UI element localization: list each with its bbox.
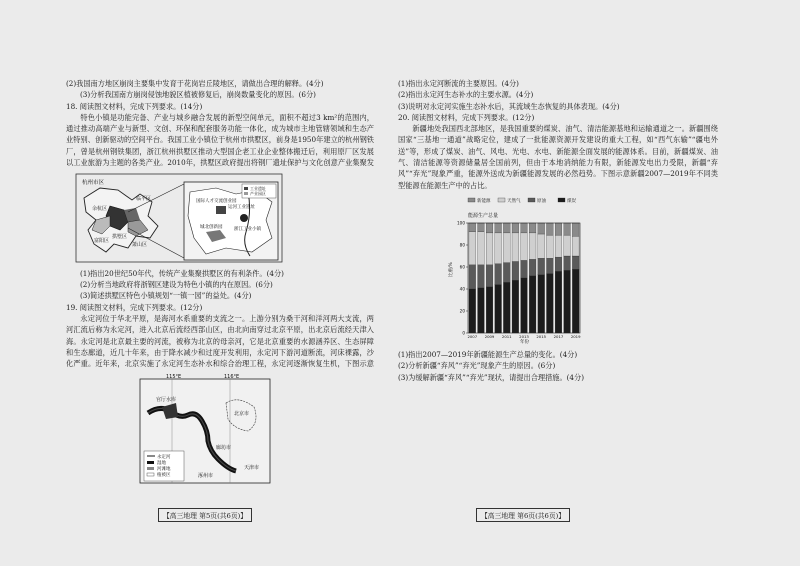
x-tick-label: 2011 xyxy=(501,334,512,340)
map2-label: 涿州市 xyxy=(198,473,214,480)
map2-lon-label: 115°E xyxy=(166,374,182,381)
legend-label: 煤炭 xyxy=(567,199,576,205)
bar-segment xyxy=(495,223,502,233)
bar-segment xyxy=(469,223,476,232)
bar-segment xyxy=(521,278,528,333)
bar-segment xyxy=(486,223,493,233)
bar-segment xyxy=(572,223,579,236)
map2-legend: 湿地 xyxy=(157,461,166,467)
bar-segment xyxy=(503,223,510,233)
legend-label: 新能源 xyxy=(477,199,491,205)
question-19-text: 永定河位于华北平原，是海河水系重要的支流之一。上游分别为桑干河和洋河两大支流，两河汇流后称为永定河，进入北京后流经西部山区，由北向南穿过北京平原，出北京后流经天津入海。永定河是北京最主要的河流，被称为北京的母亲河，它是北京重要的水源涵养区、生态屏障和生态廊道，近几十年来，由于降水减少和过度开发利用，永定河下游河道断流，河床裸露，沙化严重。近年来，北京实施了永定河生态补水和综合治理工程，永定河逐渐恢复生机，下图示意 xyxy=(66,314,374,369)
bar-segment xyxy=(521,233,528,261)
bar-segment xyxy=(469,232,476,265)
bar-segment xyxy=(564,256,571,270)
bar-segment xyxy=(503,263,510,283)
bar-segment xyxy=(546,258,553,273)
chart-title: 能源生产总量 xyxy=(468,213,499,220)
bar-segment xyxy=(503,283,510,334)
chart-xlabel: 年份 xyxy=(520,340,529,346)
bar-segment xyxy=(478,232,485,265)
bar-segment xyxy=(512,233,519,262)
bar-segment xyxy=(538,258,545,275)
question-20-item: (1)指出2007—2019年新疆能源生产总量的变化。(4分) xyxy=(398,350,578,360)
legend-swatch xyxy=(498,198,505,202)
page-footer-left: 【高三地理 第5页(共6页)】 xyxy=(158,508,252,522)
bar-segment xyxy=(529,276,536,333)
bar-segment xyxy=(555,235,562,257)
question-20-item: (2)分析新疆“弃风”“弃光”现象产生的原因。(6分) xyxy=(398,361,556,371)
right-column xyxy=(398,78,718,383)
bar-segment xyxy=(521,223,528,233)
x-tick-label: 2013 xyxy=(519,334,529,340)
legend-label: 原油 xyxy=(537,199,546,205)
page-footer-right: 【高三地理 第6页(共6页)】 xyxy=(476,508,570,522)
map1-label: 运河工业遗址 xyxy=(228,204,255,210)
question-19-title: 19. 阅读图文材料，完成下列要求。(12分) xyxy=(66,302,203,312)
map1-label: 拱墅区 xyxy=(112,233,128,240)
bar-segment xyxy=(521,261,528,279)
map2-lon-label: 116°E xyxy=(224,374,240,381)
bar-segment xyxy=(495,264,502,285)
y-tick-label: 0 xyxy=(462,330,465,336)
right-question-line: (3)说明对永定河实施生态补水后，其流域生态恢复的具体表现。(4分) xyxy=(398,101,620,111)
x-tick-label: 2019 xyxy=(570,334,581,340)
question-18-item: (1)指出20世纪50年代，传统产业集聚拱墅区的有利条件。(4分) xyxy=(80,268,284,278)
left-column xyxy=(66,78,374,489)
x-tick-label: 2017 xyxy=(553,334,564,340)
bar-segment xyxy=(546,223,553,235)
right-question-line: (2)指出永定河生态补水的主要水源。(4分) xyxy=(398,90,534,100)
bar-segment xyxy=(564,235,571,256)
map1-label: 浙江工业小镇 xyxy=(234,226,261,232)
question-20-title: 20. 阅读图文材料，完成下列要求。(12分) xyxy=(398,112,535,122)
bar-segment xyxy=(572,256,579,269)
river-map-svg xyxy=(136,373,276,485)
question-18-item: (3)简述拱墅区特色小镇规划“一镇一园”的益处。(4分) xyxy=(80,291,252,301)
bar-segment xyxy=(572,269,579,333)
yongding-river-map xyxy=(136,373,374,485)
map1-label: 富阳区 xyxy=(94,237,110,244)
legend-swatch xyxy=(528,198,535,202)
y-tick-label: 80 xyxy=(459,242,465,248)
bar-segment xyxy=(495,233,502,264)
bar-segment xyxy=(529,223,536,233)
question-18-title: 18. 阅读图文材料，完成下列要求。(14分) xyxy=(66,101,203,111)
map2-label: 天津市 xyxy=(244,465,260,472)
bar-segment xyxy=(486,287,493,333)
bar-segment xyxy=(555,272,562,334)
map1-label: 临平区 xyxy=(136,195,152,202)
bar-segment xyxy=(503,233,510,263)
map1-legend: 工业遗址 xyxy=(250,185,266,191)
y-tick-label: 60 xyxy=(459,264,465,270)
map2-legend: 河滩地 xyxy=(157,467,171,473)
map2-label: 廊坊市 xyxy=(216,445,232,452)
bar-segment xyxy=(546,274,553,333)
map1-label: 余杭区 xyxy=(92,205,108,212)
bar-segment xyxy=(512,262,519,281)
energy-chart xyxy=(446,195,718,345)
bar-segment xyxy=(572,236,579,256)
bar-segment xyxy=(469,265,476,289)
bar-segment xyxy=(478,288,485,333)
y-tick-label: 40 xyxy=(459,286,465,292)
bar-segment xyxy=(546,235,553,258)
bar-segment xyxy=(529,259,536,276)
x-tick-label: 2009 xyxy=(484,334,495,340)
question-20-item: (3)为缓解新疆“弃风”“弃光”现状，请提出合理措施。(4分) xyxy=(398,372,584,382)
bar-segment xyxy=(529,233,536,259)
location-map-svg xyxy=(66,172,296,264)
y-tick-label: 100 xyxy=(457,220,465,226)
y-tick-label: 20 xyxy=(459,308,465,314)
chart-bars xyxy=(469,223,579,333)
x-tick-label: 2015 xyxy=(536,334,547,340)
bar-segment xyxy=(478,223,485,232)
bar-segment xyxy=(555,257,562,271)
energy-chart-svg xyxy=(446,195,586,345)
bar-segment xyxy=(564,270,571,333)
question-18-item: (2)分析当地政府将浙钢区建设为特色小镇的内在原因。(6分) xyxy=(80,280,273,290)
map1-label: 杭州市区 xyxy=(82,179,105,186)
question-20-text: 新疆地处我国西北部地区，是我国重要的煤炭、油气、清洁能源基地和运输通道之一。新疆围绕国家“三基地一通道”战略定位，建成了一批能源资源开发建设的重大工程，如“西气东输”“疆电外送”等，形成了煤炭、油气、风电、光电、水电、新能源全面发展的能源体系。目前，新疆煤炭、油气、清洁能源等资源储量居全国前列，但由于本地消纳能力有限，新能源发电出力受限，新疆“弃风”“弃光”现象严重，能源外送成为新疆能源发展的必然趋势。下图示意新疆2007—2019年不同类型能源在能源生产中的占比。 xyxy=(398,124,718,190)
legend-swatch xyxy=(468,198,475,202)
left-question-line: (3)分析我国南方崩岗侵蚀地貌区植被修复后，崩岗数量变化的原因。(6分) xyxy=(80,90,316,100)
legend-label: 天然气 xyxy=(507,199,521,205)
map2-label: 北京市 xyxy=(234,411,250,418)
map2-label: 官厅水库 xyxy=(156,397,177,404)
map1-label: 城北创新园 xyxy=(200,224,223,230)
right-question-line: (1)指出永定河断流的主要原因。(4分) xyxy=(398,79,519,88)
left-question-line: (2)我国南方地区崩岗主要集中发育于花岗岩丘陵地区，请做出合理的解释。(4分) xyxy=(66,79,324,88)
bar-segment xyxy=(512,280,519,333)
bar-segment xyxy=(512,223,519,233)
map1-label: 国际人才交流创业园 xyxy=(196,198,237,204)
map2-legend: 永定河 xyxy=(157,455,171,461)
bar-segment xyxy=(555,223,562,235)
legend-swatch xyxy=(558,198,565,202)
question-18-text: 特色小镇是功能完备、产业与城乡融合发展的新型空间单元，面积不超过3 km²的范围内，通过推动高端产业与新型、文创、环保和配套服务功能一体化，成为城市主地管辖领域和生态产业特别、创新驱动的空间平台。我国工业小镇位于杭州市拱墅区，前身是1950年建立的杭州钢铁厂，曾是杭州钢铁集团，浙江杭州拱墅区推动大型国企老工业企业整体搬迁后，利用原厂区发展以工业旅游为主题的各类产业。2010年，拱墅区政府提出将钢厂遗址保护与文化创意产业集聚发 xyxy=(66,112,374,168)
bar-segment xyxy=(538,223,545,234)
bar-segment xyxy=(469,289,476,333)
bar-segment xyxy=(564,223,571,235)
map1-label: 萧山区 xyxy=(132,241,148,248)
x-tick-label: 2007 xyxy=(467,334,478,340)
bar-segment xyxy=(538,234,545,258)
bar-segment xyxy=(478,265,485,288)
bar-segment xyxy=(538,275,545,333)
chart-ylabel: 比重/% xyxy=(449,262,454,278)
map2-legend: 植被区 xyxy=(157,473,171,479)
map1-legend: 产业园区 xyxy=(250,190,266,196)
zhejiang-location-map xyxy=(66,172,374,264)
bar-segment xyxy=(486,233,493,265)
bar-segment xyxy=(495,285,502,333)
bar-segment xyxy=(486,265,493,287)
chart-legend xyxy=(468,197,576,204)
